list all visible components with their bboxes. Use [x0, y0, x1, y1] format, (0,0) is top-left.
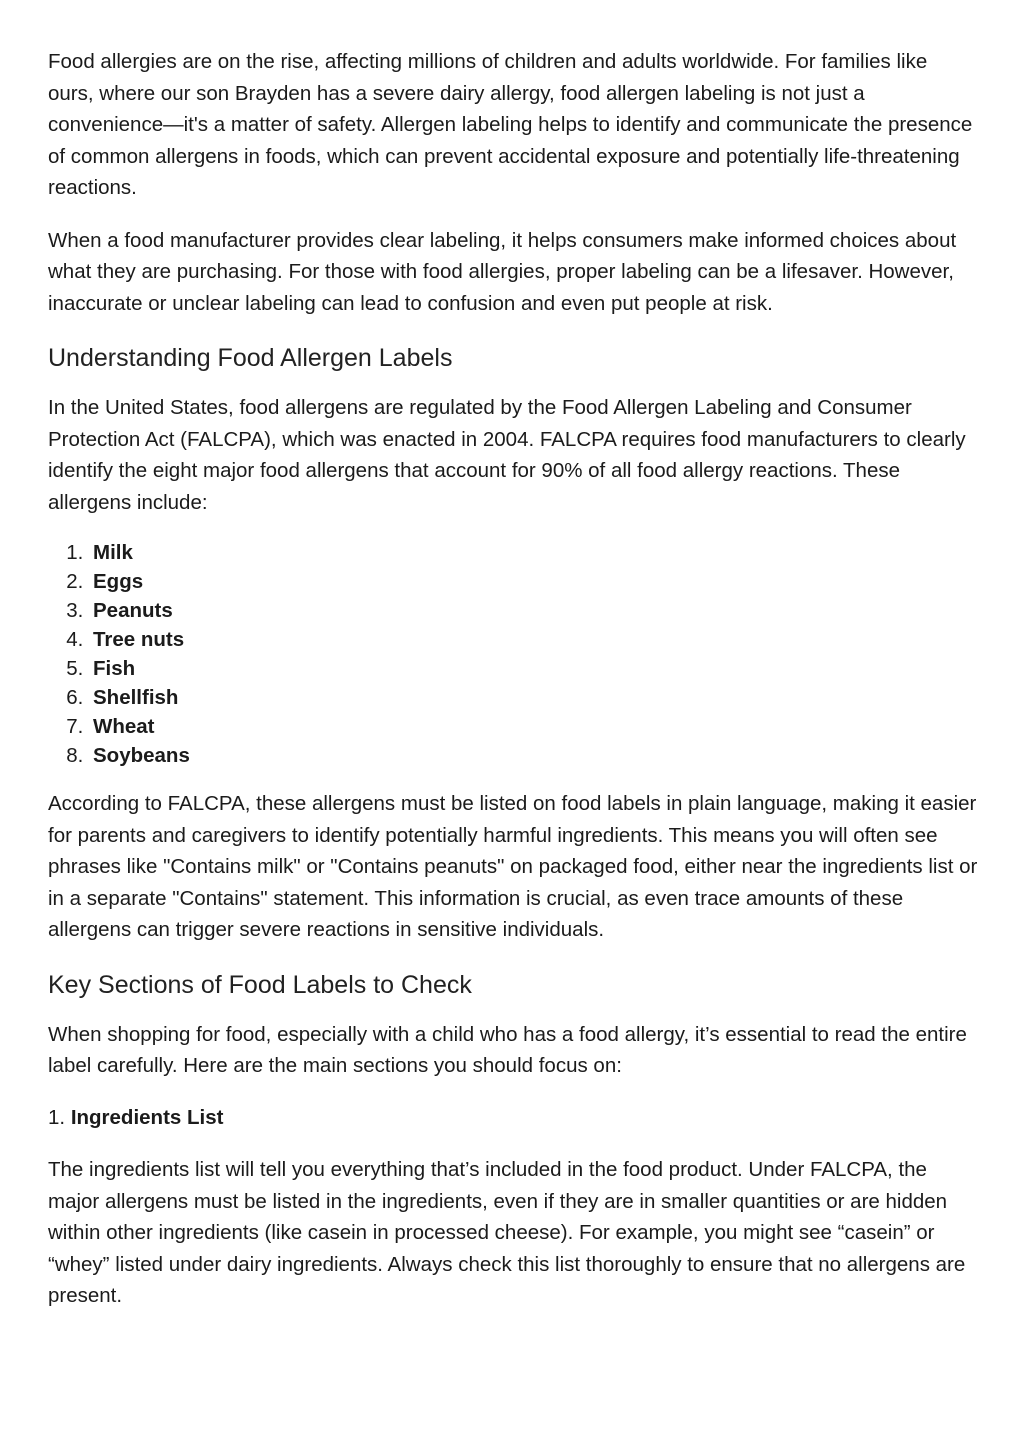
falcpa-paragraph: In the United States, food allergens are regulated by the Food Allergen Labeling and Consumer Protection Act (FALCPA), which was enacted in 2004. FALCPA requires food manufacturers to clearly identify the eight major food allergens that account for 90% of all food allergy reactions. These allergens include:	[48, 396, 966, 514]
allergen-peanuts: Peanuts	[93, 599, 173, 622]
allergen-tree-nuts: Tree nuts	[93, 628, 185, 651]
plain-language-paragraph: According to FALCPA, these allergens must be listed on food labels in plain language, making it easier for parents and caregivers to identify potentially harmful ingredients. This means you will often see phrases like "Contains milk" or "Contains peanuts" on packaged food, either near the ingredients list or in a separate "Contains" statement. This information is crucial, as even trace amounts of these allergens can trigger severe reactions in sensitive individuals.	[48, 792, 978, 941]
list-item	[89, 741, 978, 770]
list-item	[89, 654, 978, 683]
allergen-wheat: Wheat	[93, 715, 155, 738]
list-item	[89, 625, 978, 654]
subheading-title: Ingredients List	[70, 1105, 224, 1129]
allergen-fish: Fish	[93, 657, 136, 680]
shopping-paragraph: When shopping for food, especially with a child who has a food allergy, it’s essential to read the entire label carefully. Here are the main sections you should focus on:	[48, 1022, 967, 1077]
list-item	[89, 596, 978, 625]
heading-key-sections: Key Sections of Food Labels to Check	[48, 970, 472, 999]
subheading-number: 1.	[48, 1105, 66, 1129]
list-item	[89, 567, 978, 596]
heading-understanding-labels: Understanding Food Allergen Labels	[48, 344, 453, 372]
allergen-shellfish: Shellfish	[93, 686, 179, 709]
allergen-milk: Milk	[93, 541, 133, 564]
labeling-paragraph: When a food manufacturer provides clear labeling, it helps consumers make informed choices about what they are purchasing. For those with food allergies, proper labeling can be a lifesaver. However, inaccurate or unclear labeling can lead to confusion and even put people at risk.	[48, 228, 957, 315]
allergen-list	[48, 538, 978, 770]
allergen-eggs: Eggs	[93, 570, 144, 593]
document-page	[48, 46, 978, 1312]
allergen-soybeans: Soybeans	[93, 744, 190, 767]
intro-paragraph: Food allergies are on the rise, affecting millions of children and adults worldwide. For families like ours, where our son Brayden has a severe dairy allergy, food allergen labeling is not just a convenience—it's a matter of safety. Allergen labeling helps to identify and communicate the presence of common allergens in foods, which can prevent accidental exposure and potentially life-threatening reactions.	[48, 50, 973, 199]
list-item	[89, 712, 978, 741]
list-item	[89, 683, 978, 712]
subheading-ingredients-list	[48, 1102, 978, 1134]
ingredients-paragraph: The ingredients list will tell you everything that’s included in the food product. Under FALCPA, the major allergens must be listed in the ingredients, even if they are in smaller quantities or are hidden within other ingredients (like casein in processed cheese). For example, you might see “casein” or “whey” listed under dairy ingredients. Always check this list thoroughly to ensure that no allergens are present.	[48, 1158, 966, 1307]
list-item	[89, 538, 978, 567]
